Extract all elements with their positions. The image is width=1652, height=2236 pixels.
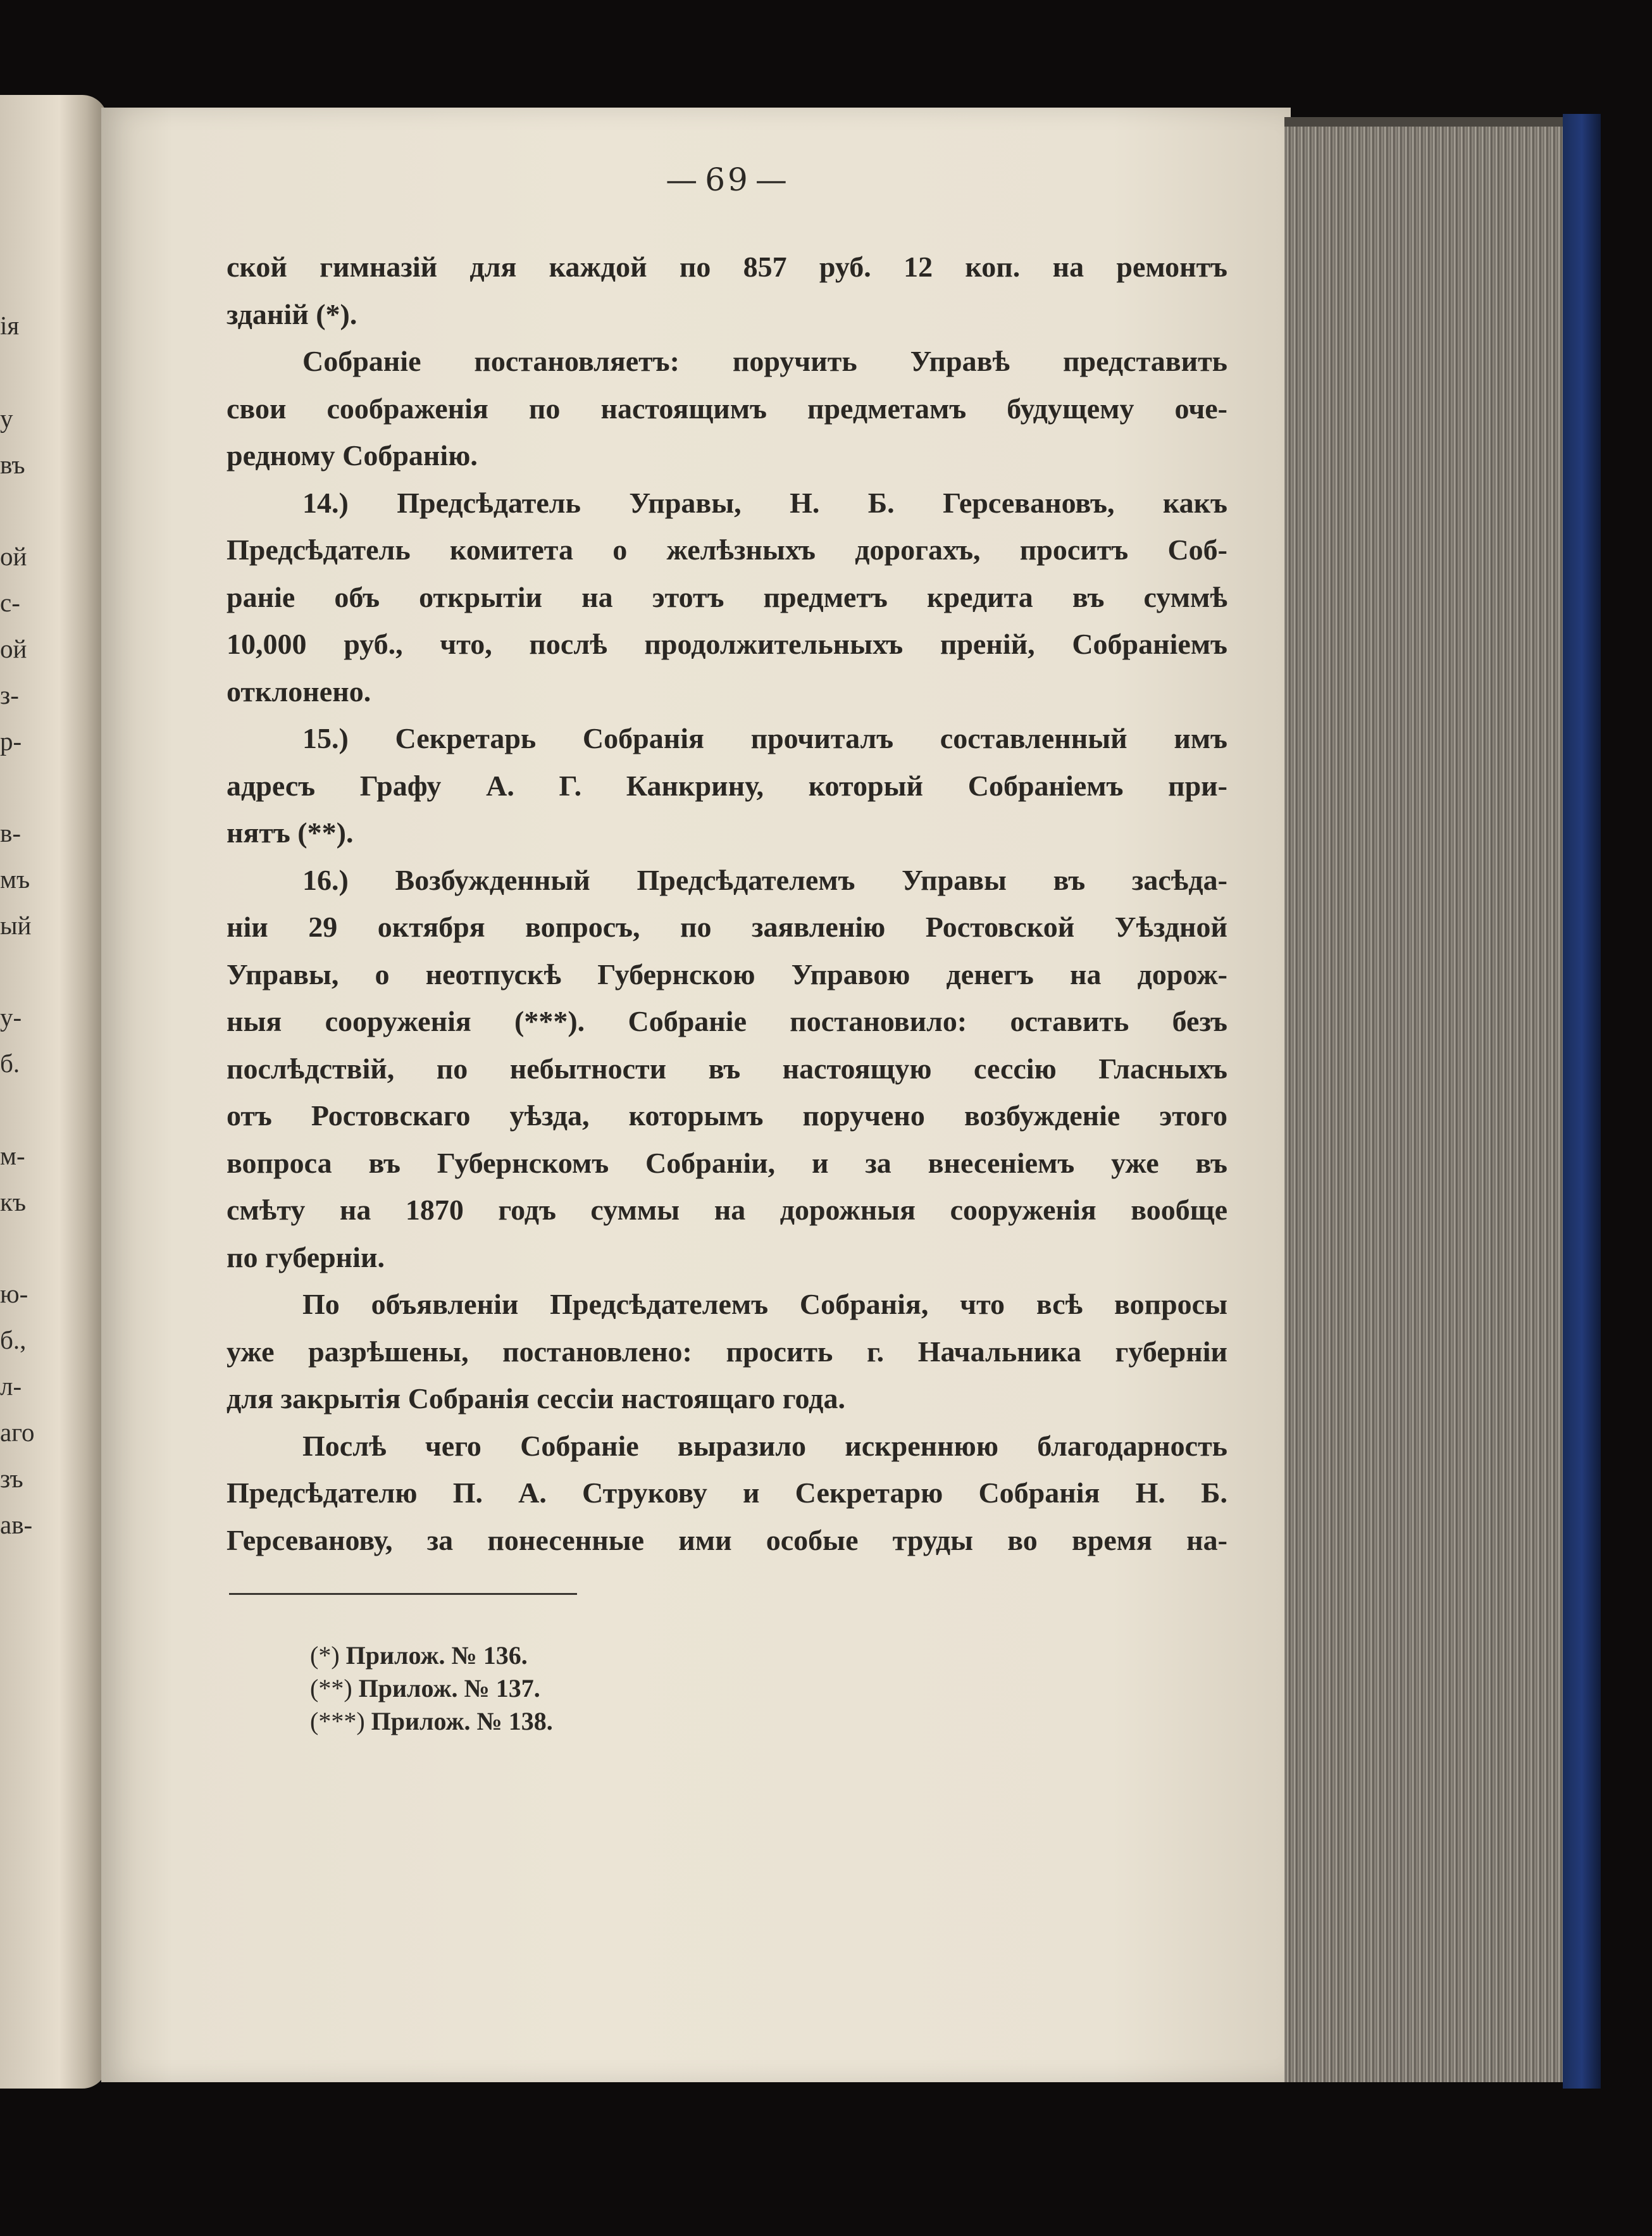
text-line: По объявленіи Предсѣдателемъ Собранія, что всѣ вопросы xyxy=(302,1288,1227,1320)
text-line: ныя сооруженія (***). Собраніе постановило: оставить безъ xyxy=(227,1005,1227,1037)
text-line: Собраніе постановляетъ: поручить Управѣ представить xyxy=(302,345,1227,377)
text-line: смѣту на 1870 годъ суммы на дорожныя сооруженія вообще xyxy=(227,1194,1227,1226)
footnote-text: Прилож. № 137. xyxy=(358,1674,540,1702)
left-fragment: в- xyxy=(0,818,22,847)
text-line: нятъ (**). xyxy=(227,816,354,849)
text-line: Предсѣдателю П. А. Струкову и Секретарю Собранія Н. Б. xyxy=(227,1477,1227,1509)
text-line: Послѣ чего Собраніе выразило искреннюю благодарность xyxy=(302,1429,1227,1462)
left-page-text-fragments xyxy=(0,95,95,2089)
text-line: уже разрѣшены, постановлено: просить г. Начальника губерніи xyxy=(227,1335,1227,1368)
left-fragment: въ xyxy=(0,450,25,479)
left-fragment: с- xyxy=(0,588,20,617)
footnotes xyxy=(310,1639,753,1738)
text-line: отклонено. xyxy=(227,675,371,708)
left-fragment: ав- xyxy=(0,1510,33,1539)
text-line: вопроса въ Губернскомъ Собраніи, и за внесеніемъ уже въ xyxy=(227,1146,1227,1179)
text-line: ніи 29 октября вопросъ, по заявленію Ростовской Уѣздной xyxy=(227,911,1227,943)
footnote-text: Прилож. № 138. xyxy=(371,1707,553,1735)
left-fragment: у xyxy=(0,404,13,433)
left-fragment: у- xyxy=(0,1002,22,1032)
left-fragment: ый xyxy=(0,911,32,940)
left-fragment: м- xyxy=(0,1141,25,1170)
left-fragment: аго xyxy=(0,1418,35,1447)
left-fragment: ю- xyxy=(0,1279,28,1308)
left-fragment: ой xyxy=(0,634,27,663)
text-line: адресъ Графу А. Г. Канкрину, который Собраніемъ при- xyxy=(227,769,1227,802)
left-fragment: б., xyxy=(0,1325,27,1354)
footnote-mark: (*) xyxy=(310,1641,340,1670)
footnote xyxy=(310,1705,753,1738)
left-fragment: къ xyxy=(0,1187,27,1216)
left-page-edge xyxy=(0,95,108,2089)
left-fragment: л- xyxy=(0,1371,22,1401)
book-cover-edge xyxy=(1563,114,1601,2089)
text-line: 14.) Предсѣдатель Управы, Н. Б. Герсевановъ, какъ xyxy=(302,486,1227,519)
text-line: 16.) Возбужденный Предсѣдателемъ Управы въ засѣда- xyxy=(302,863,1227,896)
page-number: 69 xyxy=(705,161,750,198)
page-block-fore-edge xyxy=(1284,127,1563,2082)
text-line: Предсѣдатель комитета о желѣзныхъ дорогахъ, проситъ Соб- xyxy=(227,534,1227,566)
text-line: зданій (*). xyxy=(227,297,357,330)
text-line: 15.) Секретарь Собранія прочиталъ составленный имъ xyxy=(302,722,1227,754)
left-fragment: зъ xyxy=(0,1464,23,1493)
text-line: для закрытія Собранія сессіи настоящаго года. xyxy=(227,1382,845,1415)
text-line: Управы, о неотпускѣ Губернскою Управою денегъ на дорож- xyxy=(227,958,1227,990)
left-fragment: мъ xyxy=(0,865,30,894)
left-fragment: ой xyxy=(0,542,27,571)
text-line: 10,000 руб., что, послѣ продолжительныхъ преній, Собраніемъ xyxy=(227,628,1227,660)
footnote-text: Прилож. № 136. xyxy=(345,1641,528,1670)
text-line: редному Собранію. xyxy=(227,439,478,472)
footnote-mark: (**) xyxy=(310,1674,352,1702)
footnote xyxy=(310,1639,753,1672)
footnote-divider xyxy=(229,1593,577,1595)
text-line: по губерніи. xyxy=(227,1240,385,1273)
header-dash-left: — xyxy=(666,161,700,198)
text-line: послѣдствій, по небытности въ настоящую сессію Гласныхъ xyxy=(227,1052,1227,1085)
left-fragment: з- xyxy=(0,680,19,709)
text-line: отъ Ростовскаго уѣзда, которымъ поручено возбужденіе этого xyxy=(227,1099,1227,1132)
left-fragment: р- xyxy=(0,727,22,756)
text-line: раніе объ открытіи на этотъ предметъ кредита въ суммѣ xyxy=(227,580,1227,613)
text-line: ской гимназій для каждой по 857 руб. 12 коп. на ремонтъ xyxy=(227,251,1227,283)
page-number-header xyxy=(633,161,823,198)
left-fragment: б. xyxy=(0,1049,20,1078)
left-fragment: ія xyxy=(0,311,20,340)
footnote-mark: (***) xyxy=(310,1707,365,1735)
header-dash-right: — xyxy=(755,161,790,198)
page-body-text xyxy=(227,244,1227,1564)
footnote xyxy=(310,1672,753,1705)
text-line: свои соображенія по настоящимъ предметамъ будущему оче- xyxy=(227,392,1227,425)
text-line: Герсеванову, за понесенные ими особые труды во время на- xyxy=(227,1523,1227,1556)
